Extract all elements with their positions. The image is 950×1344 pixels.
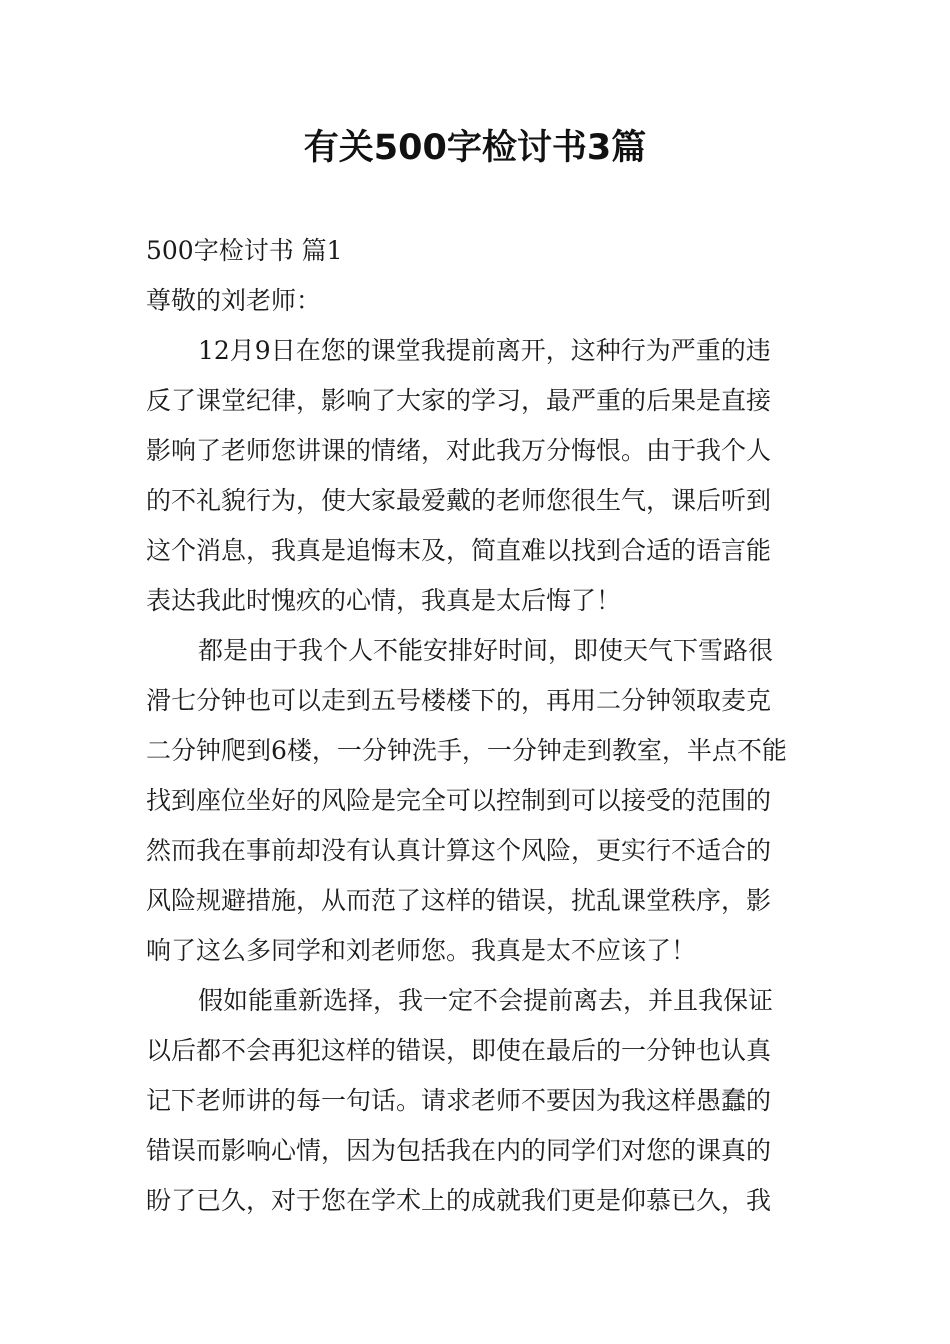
salutation: 尊敬的刘老师： <box>146 286 322 315</box>
paragraph-2 <box>146 626 806 976</box>
section-heading: 500字检讨书 篇1 <box>146 236 343 265</box>
document-body <box>146 226 806 1226</box>
paragraph-line: 这个消息，我真是追悔末及，简直难以找到合适的语言能 <box>146 536 772 565</box>
paragraph-line: 以后都不会再犯这样的错误，即使在最后的一分钟也认真 <box>146 1036 772 1065</box>
paragraph-line: 盼了已久，对于您在学术上的成就我们更是仰慕已久，我 <box>146 1186 772 1215</box>
paragraph-line: 假如能重新选择，我一定不会提前离去，并且我保证 <box>198 986 774 1015</box>
paragraph-line: 响了这么多同学和刘老师您。我真是太不应该了！ <box>146 936 697 965</box>
paragraph-1 <box>146 326 806 626</box>
paragraph-line: 然而我在事前却没有认真计算这个风险，更实行不适合的 <box>146 836 772 865</box>
paragraph-line: 错误而影响心情，因为包括我在内的同学们对您的课真的 <box>146 1136 772 1165</box>
paragraph-line: 12月9日在您的课堂我提前离开，这种行为严重的违 <box>198 336 771 365</box>
paragraph-3 <box>146 976 806 1226</box>
paragraph-line: 滑七分钟也可以走到五号楼楼下的，再用二分钟领取麦克 <box>146 686 772 715</box>
paragraph-line: 的不礼貌行为，使大家最爱戴的老师您很生气，课后听到 <box>146 486 772 515</box>
document-title: 有关500字检讨书3篇 <box>303 128 647 168</box>
paragraph-line: 风险规避措施，从而范了这样的错误，扰乱课堂秩序，影 <box>146 886 772 915</box>
paragraph-line: 反了课堂纪律，影响了大家的学习，最严重的后果是直接 <box>146 386 772 415</box>
paragraph-line: 记下老师讲的每一句话。请求老师不要因为我这样愚蠢的 <box>146 1086 772 1115</box>
paragraph-line: 找到座位坐好的风险是完全可以控制到可以接受的范围的 <box>146 786 772 815</box>
paragraph-line: 表达我此时愧疚的心情，我真是太后悔了！ <box>146 586 622 615</box>
paragraph-line: 二分钟爬到6楼，一分钟洗手，一分钟走到教室，半点不能 <box>146 736 787 765</box>
paragraph-line: 影响了老师您讲课的情绪，对此我万分悔恨。由于我个人 <box>146 436 772 465</box>
paragraph-line: 都是由于我个人不能安排好时间，即使天气下雪路很 <box>198 636 774 665</box>
